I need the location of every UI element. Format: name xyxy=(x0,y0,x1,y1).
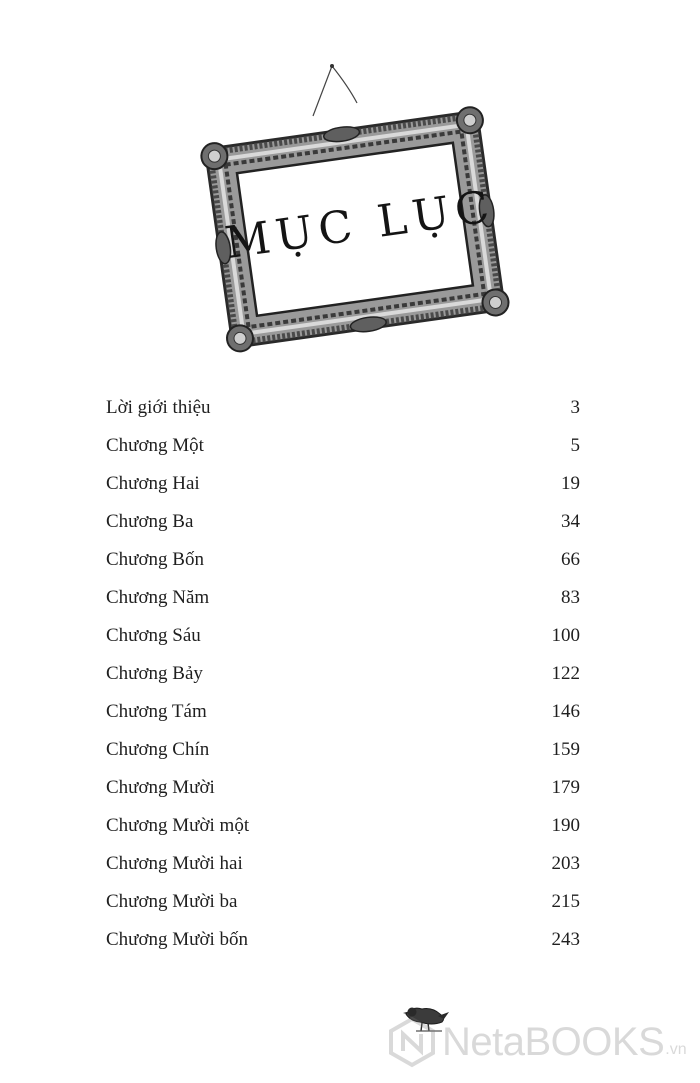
toc-entry-title: Lời giới thiệu xyxy=(106,397,211,418)
toc-entry-title: Chương Mười bốn xyxy=(106,929,249,950)
toc-entry-chapter-1[interactable] xyxy=(106,427,580,465)
toc-entry-page: 179 xyxy=(551,777,580,798)
toc-entry-page: 190 xyxy=(551,815,580,836)
toc-entry-page: 100 xyxy=(551,625,580,646)
toc-entry-chapter-8[interactable] xyxy=(106,693,580,731)
toc-entry-title: Chương Năm xyxy=(106,587,210,608)
table-of-contents xyxy=(106,389,580,959)
toc-entry-page: 203 xyxy=(551,853,580,874)
toc-entry-title: Chương Sáu xyxy=(106,625,201,646)
toc-entry-page: 66 xyxy=(561,549,580,570)
toc-entry-title: Chương Hai xyxy=(106,473,200,494)
toc-entry-title: Chương Mười hai xyxy=(106,853,243,874)
toc-entry-chapter-10[interactable] xyxy=(106,769,580,807)
toc-entry-page: 122 xyxy=(551,663,580,684)
toc-entry-page: 19 xyxy=(561,473,580,494)
toc-entry-title: Chương Tám xyxy=(106,701,207,722)
toc-entry-page: 159 xyxy=(551,739,580,760)
toc-entry-chapter-5[interactable] xyxy=(106,579,580,617)
netabooks-logo-icon xyxy=(386,1016,438,1068)
watermark xyxy=(386,1016,687,1068)
toc-entry-chapter-4[interactable] xyxy=(106,541,580,579)
toc-entry-page: 83 xyxy=(561,587,580,608)
toc-entry-chapter-11[interactable] xyxy=(106,807,580,845)
toc-entry-title: Chương Một xyxy=(106,435,204,456)
toc-entry-chapter-3[interactable] xyxy=(106,503,580,541)
watermark-text: NetaBOOKS xyxy=(442,1019,665,1064)
toc-entry-title: Chương Chín xyxy=(106,739,210,760)
toc-entry-chapter-12[interactable] xyxy=(106,845,580,883)
toc-entry-title: Chương Mười ba xyxy=(106,891,238,912)
toc-entry-chapter-6[interactable] xyxy=(106,617,580,655)
toc-entry-chapter-2[interactable] xyxy=(106,465,580,503)
toc-entry-page: 5 xyxy=(570,435,580,456)
toc-entry-title: Chương Bảy xyxy=(106,663,203,684)
toc-entry-chapter-7[interactable] xyxy=(106,655,580,693)
watermark-suffix: .vn xyxy=(665,1041,687,1058)
toc-entry-page: 34 xyxy=(561,511,580,532)
toc-entry-intro[interactable] xyxy=(106,389,580,427)
title-frame xyxy=(0,0,700,380)
toc-entry-title: Chương Mười một xyxy=(106,815,250,836)
toc-entry-page: 215 xyxy=(551,891,580,912)
toc-entry-title: Chương Mười xyxy=(106,777,215,798)
toc-entry-chapter-14[interactable] xyxy=(106,921,580,959)
page-title: MỤC LỤC xyxy=(221,180,499,270)
toc-entry-title: Chương Ba xyxy=(106,511,194,532)
ornate-picture-frame-icon xyxy=(0,0,700,380)
toc-entry-page: 3 xyxy=(570,397,580,418)
toc-entry-page: 243 xyxy=(551,929,580,950)
toc-entry-page: 146 xyxy=(551,701,580,722)
toc-entry-title: Chương Bốn xyxy=(106,549,204,570)
toc-entry-chapter-9[interactable] xyxy=(106,731,580,769)
toc-entry-chapter-13[interactable] xyxy=(106,883,580,921)
